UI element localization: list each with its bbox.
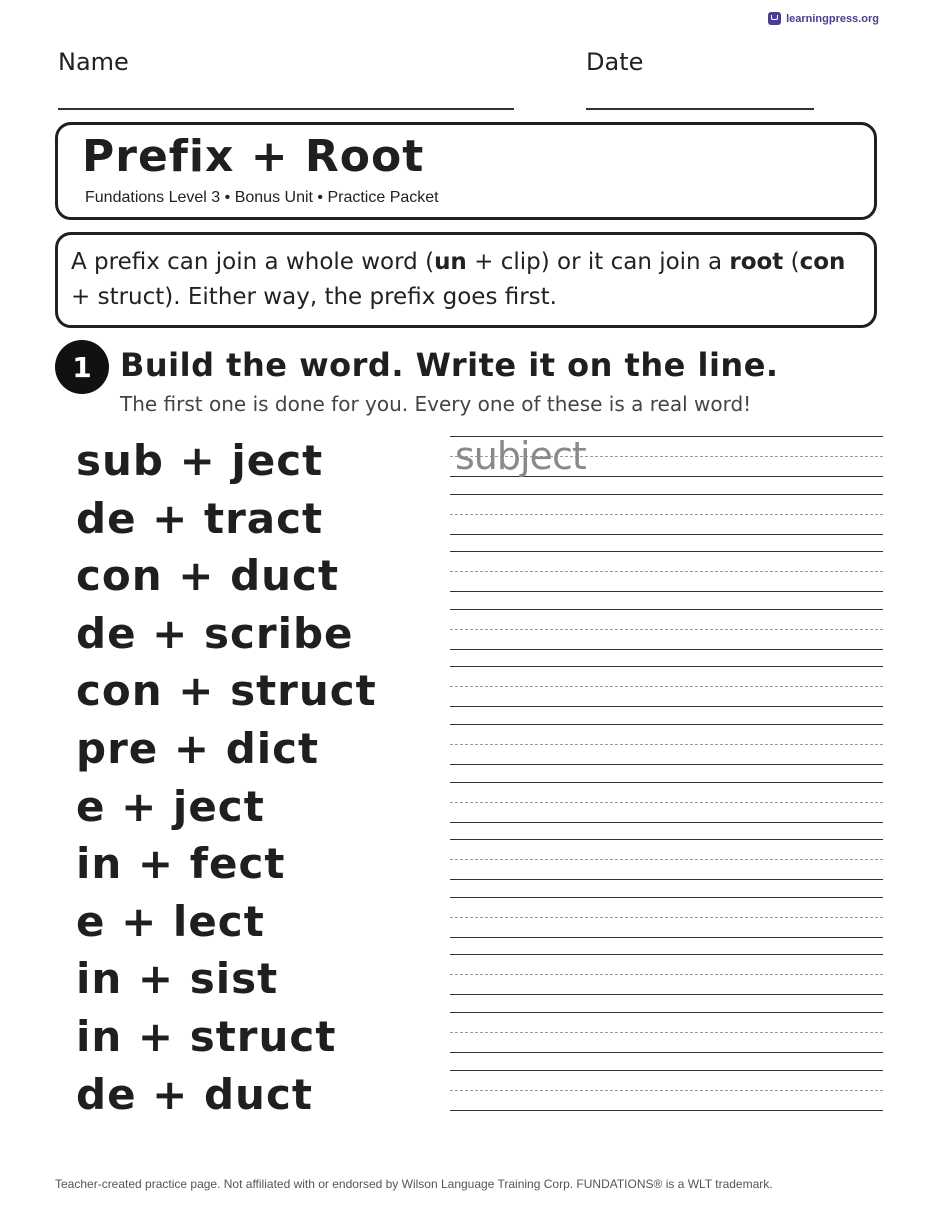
rule-bold-un: un <box>434 249 467 275</box>
writing-line <box>450 917 883 918</box>
writing-line <box>450 744 883 745</box>
writing-line <box>450 954 883 955</box>
writing-line <box>450 839 883 840</box>
writing-line <box>450 974 883 975</box>
writing-line <box>450 1070 883 1071</box>
rule-text <box>71 245 862 315</box>
writing-line <box>450 571 883 572</box>
word-equation: con + duct <box>76 551 340 601</box>
writing-line <box>450 937 883 938</box>
writing-line <box>450 609 883 610</box>
rule-bold-root: root <box>729 249 784 275</box>
exercise-row <box>0 608 935 669</box>
rule-part: A prefix can join a whole word ( <box>71 249 435 275</box>
word-equation: in + struct <box>76 1012 337 1061</box>
brand <box>768 12 879 25</box>
writing-line <box>450 514 883 515</box>
exercise-row <box>0 896 935 957</box>
exercise-row <box>0 781 935 842</box>
word-equation: e + ject <box>76 781 265 831</box>
exercise-row <box>0 668 935 726</box>
name-label: Name <box>58 48 129 76</box>
writing-line <box>450 859 883 860</box>
exercise-row <box>0 956 935 1014</box>
date-line[interactable] <box>586 108 814 110</box>
word-equation: in + sist <box>76 954 279 1004</box>
writing-line <box>450 764 883 765</box>
footer-disclaimer: Teacher-created practice page. Not affiliated with or endorsed by Wilson Language Training Corp. FUNDATIONS® is a WLT trademark. <box>55 1177 773 1191</box>
title-box <box>55 122 877 220</box>
writing-line <box>450 666 883 667</box>
word-equation: pre + dict <box>76 724 320 773</box>
exercise-instruction: Build the word. Write it on the line. <box>120 346 779 384</box>
word-equation: e + lect <box>76 896 265 946</box>
writing-line <box>450 649 883 650</box>
answer-field[interactable]: subject <box>455 434 586 478</box>
writing-line <box>450 686 883 687</box>
writing-line <box>450 534 883 535</box>
writing-line <box>450 591 883 592</box>
writing-line <box>450 1110 883 1111</box>
name-line[interactable] <box>58 108 514 110</box>
writing-line <box>450 802 883 803</box>
writing-line <box>450 724 883 725</box>
writing-line <box>450 706 883 707</box>
writing-line <box>450 897 883 898</box>
brand-logo-icon <box>768 12 781 25</box>
rule-box <box>55 232 877 328</box>
rule-bold-con: con <box>799 249 846 275</box>
rule-part: ( <box>783 249 800 275</box>
exercise-row <box>0 493 935 554</box>
exercise-number: 1 <box>55 340 109 394</box>
word-equation: de + scribe <box>76 608 354 658</box>
brand-text: learningpress.org <box>786 12 879 25</box>
exercise-row <box>0 1069 935 1130</box>
writing-line <box>450 1012 883 1013</box>
writing-line <box>450 494 883 495</box>
word-equation: de + tract <box>76 493 324 543</box>
writing-line <box>450 629 883 630</box>
exercise-row <box>0 726 935 784</box>
page-title: Prefix + Root <box>82 131 425 182</box>
word-equation: con + struct <box>76 666 377 716</box>
word-equation: sub + ject <box>76 436 324 485</box>
exercise-row <box>0 841 935 899</box>
page-subtitle: Fundations Level 3 • Bonus Unit • Practice Packet <box>85 189 439 206</box>
date-label: Date <box>586 48 644 76</box>
exercise-row <box>0 1014 935 1072</box>
rule-part: + clip) or it can join a <box>466 249 730 275</box>
exercise-subinstruction: The first one is done for you. Every one of these is a real word! <box>120 392 752 416</box>
rule-part: + struct). Either way, the prefix goes first. <box>71 284 557 310</box>
word-equation: de + duct <box>76 1069 313 1119</box>
writing-line <box>450 782 883 783</box>
writing-line <box>450 1052 883 1053</box>
writing-line <box>450 1032 883 1033</box>
writing-line <box>450 994 883 995</box>
writing-line <box>450 879 883 880</box>
exercise-row <box>0 434 935 496</box>
writing-line <box>450 822 883 823</box>
writing-line <box>450 551 883 552</box>
word-equation: in + fect <box>76 839 286 889</box>
writing-line <box>450 1090 883 1091</box>
exercise-row <box>0 553 935 611</box>
